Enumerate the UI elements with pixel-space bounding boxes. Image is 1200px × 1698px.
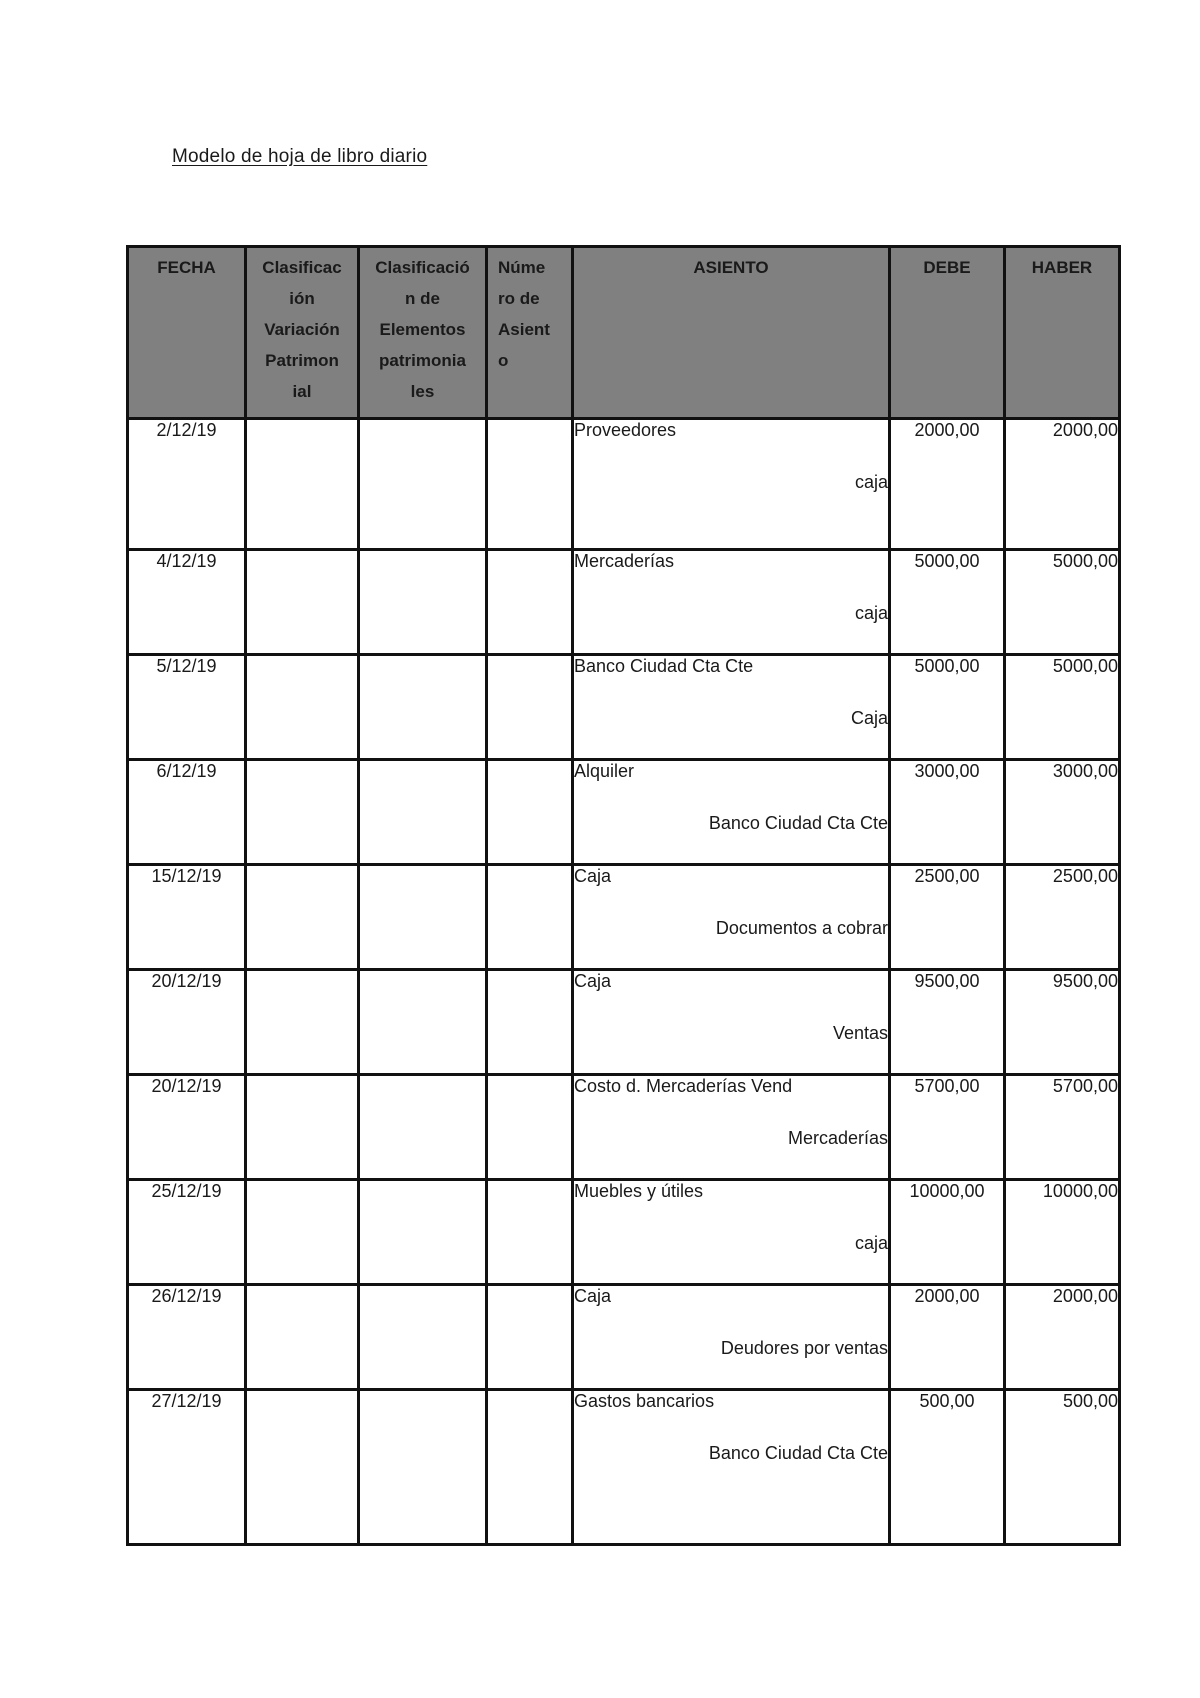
credit-account: Mercaderías (787, 1128, 888, 1148)
credit-account: caja (854, 1233, 888, 1253)
entry-clasificacion-elementos (359, 1390, 487, 1545)
entry-date: 26/12/19 (128, 1285, 246, 1390)
credit-account: Documentos a cobrar (715, 918, 888, 938)
entry-haber: 2000,00 (1005, 1285, 1120, 1390)
header-row (128, 247, 1120, 419)
entry-clasificacion-elementos (359, 1180, 487, 1285)
journal-entry-row (128, 865, 1120, 970)
entry-date: 2/12/19 (128, 419, 246, 550)
entry-debe: 2000,00 (890, 419, 1005, 550)
entry-numero-asiento (487, 655, 573, 760)
entry-clasificacion-variacion (246, 550, 359, 655)
entry-debe: 3000,00 (890, 760, 1005, 865)
entry-clasificacion-elementos (359, 760, 487, 865)
header-haber: HABER (1005, 247, 1120, 419)
entry-clasificacion-elementos (359, 1075, 487, 1180)
debit-account: Gastos bancarios (574, 1391, 715, 1411)
entry-clasificacion-elementos (359, 655, 487, 760)
entry-debe: 9500,00 (890, 970, 1005, 1075)
debit-account: Alquiler (574, 761, 635, 781)
entry-clasificacion-elementos (359, 970, 487, 1075)
entry-numero-asiento (487, 1285, 573, 1390)
credit-account: Ventas (832, 1023, 888, 1043)
document-title: Modelo de hoja de libro diario (172, 146, 428, 167)
debit-account: Caja (574, 866, 612, 886)
entry-haber: 10000,00 (1005, 1180, 1120, 1285)
credit-account: caja (854, 472, 888, 492)
header-fecha: FECHA (128, 247, 246, 419)
journal-entry-row (128, 655, 1120, 760)
entry-debe: 2500,00 (890, 865, 1005, 970)
entry-clasificacion-variacion (246, 419, 359, 550)
entry-numero-asiento (487, 760, 573, 865)
header-numero-asiento: Núme ro de Asient o (487, 247, 573, 419)
debit-account: Proveedores (574, 420, 677, 440)
entry-debe: 5000,00 (890, 655, 1005, 760)
entry-debe: 5700,00 (890, 1075, 1005, 1180)
journal-entry-row (128, 760, 1120, 865)
entry-numero-asiento (487, 970, 573, 1075)
journal-entry-row (128, 1075, 1120, 1180)
entry-debe: 5000,00 (890, 550, 1005, 655)
debit-account: Banco Ciudad Cta Cte (574, 656, 754, 676)
entry-haber: 5000,00 (1005, 655, 1120, 760)
entry-haber: 5700,00 (1005, 1075, 1120, 1180)
entry-debe: 2000,00 (890, 1285, 1005, 1390)
entry-numero-asiento (487, 1390, 573, 1545)
entry-asiento (573, 760, 890, 865)
entry-asiento (573, 1075, 890, 1180)
debit-account: Mercaderías (574, 551, 675, 571)
entry-asiento (573, 1180, 890, 1285)
entry-asiento (573, 655, 890, 760)
entry-clasificacion-variacion (246, 1390, 359, 1545)
credit-account: Banco Ciudad Cta Cte (708, 813, 888, 833)
debit-account: Caja (574, 971, 612, 991)
credit-account: Banco Ciudad Cta Cte (708, 1443, 888, 1463)
entry-clasificacion-elementos (359, 419, 487, 550)
entry-clasificacion-variacion (246, 655, 359, 760)
entry-clasificacion-variacion (246, 865, 359, 970)
debit-account: Caja (574, 1286, 612, 1306)
journal-entry-row (128, 970, 1120, 1075)
entry-asiento (573, 419, 890, 550)
journal-entry-row (128, 1390, 1120, 1545)
entry-date: 27/12/19 (128, 1390, 246, 1545)
entry-haber: 500,00 (1005, 1390, 1120, 1545)
entry-date: 25/12/19 (128, 1180, 246, 1285)
entry-date: 5/12/19 (128, 655, 246, 760)
entry-numero-asiento (487, 1180, 573, 1285)
entry-numero-asiento (487, 419, 573, 550)
entry-clasificacion-variacion (246, 970, 359, 1075)
entry-clasificacion-elementos (359, 550, 487, 655)
entry-asiento (573, 1285, 890, 1390)
journal-table (126, 245, 1121, 1546)
entry-haber: 2500,00 (1005, 865, 1120, 970)
entry-clasificacion-variacion (246, 1180, 359, 1285)
entry-haber: 2000,00 (1005, 419, 1120, 550)
journal-entry-row (128, 550, 1120, 655)
header-debe: DEBE (890, 247, 1005, 419)
entry-clasificacion-variacion (246, 1075, 359, 1180)
credit-account: Caja (850, 708, 888, 728)
entry-date: 20/12/19 (128, 970, 246, 1075)
credit-account: caja (854, 603, 888, 623)
entry-clasificacion-variacion (246, 760, 359, 865)
entry-haber: 3000,00 (1005, 760, 1120, 865)
entry-date: 4/12/19 (128, 550, 246, 655)
entry-asiento (573, 550, 890, 655)
entry-date: 20/12/19 (128, 1075, 246, 1180)
entry-haber: 9500,00 (1005, 970, 1120, 1075)
entry-clasificacion-variacion (246, 1285, 359, 1390)
debit-account: Costo d. Mercaderías Vend (574, 1076, 793, 1096)
entry-asiento (573, 970, 890, 1075)
journal-entry-row (128, 1285, 1120, 1390)
debit-account: Muebles y útiles (574, 1181, 704, 1201)
entry-asiento (573, 865, 890, 970)
credit-account: Deudores por ventas (720, 1338, 888, 1358)
entry-haber: 5000,00 (1005, 550, 1120, 655)
header-clasificacion-variacion: Clasificac ión Variación Patrimon ial (246, 247, 359, 419)
entry-numero-asiento (487, 865, 573, 970)
journal-entry-row (128, 1180, 1120, 1285)
header-clasificacion-elementos: Clasificació n de Elementos patrimonia les (359, 247, 487, 419)
entry-date: 15/12/19 (128, 865, 246, 970)
journal-entry-row (128, 419, 1120, 550)
entry-clasificacion-elementos (359, 865, 487, 970)
entry-numero-asiento (487, 1075, 573, 1180)
header-asiento: ASIENTO (573, 247, 890, 419)
entry-asiento (573, 1390, 890, 1545)
entry-numero-asiento (487, 550, 573, 655)
entry-debe: 500,00 (890, 1390, 1005, 1545)
entry-clasificacion-elementos (359, 1285, 487, 1390)
entry-date: 6/12/19 (128, 760, 246, 865)
entry-debe: 10000,00 (890, 1180, 1005, 1285)
